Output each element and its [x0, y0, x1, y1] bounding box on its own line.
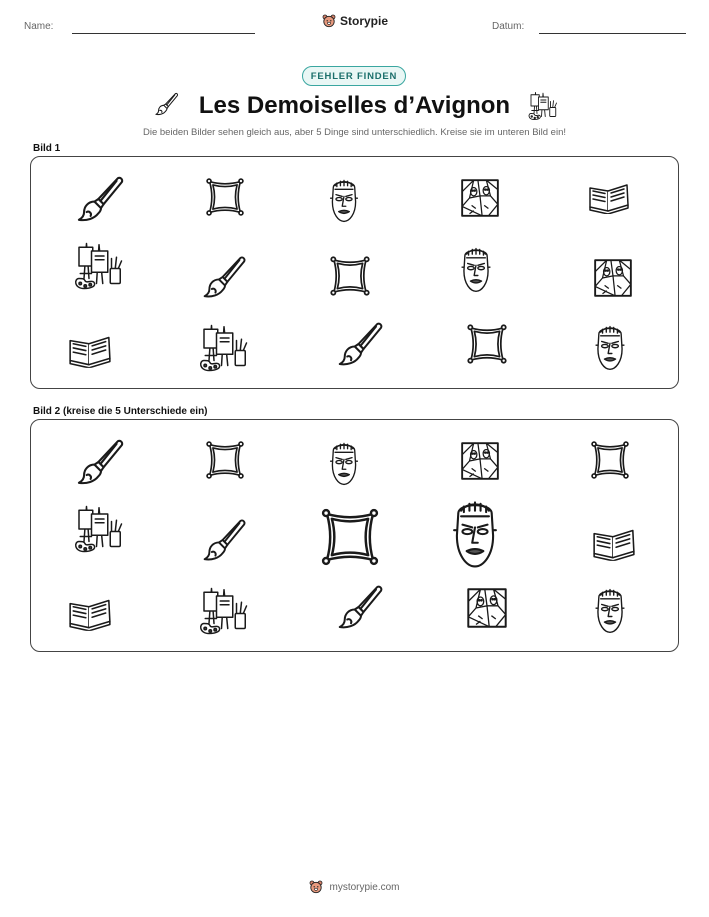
bear-logo-icon [309, 880, 323, 894]
date-input-line[interactable] [539, 33, 686, 34]
brand-logo [322, 14, 388, 28]
panel-2-label: Bild 2 (kreise die 5 Unterschiede ein) [33, 406, 208, 417]
panel-2-cubist-faces-icon[interactable] [465, 586, 509, 630]
title-easel-icon [527, 91, 559, 121]
panel-1-mask-icon[interactable] [457, 243, 495, 295]
panel-1-cubist-faces-icon[interactable] [459, 177, 501, 219]
page-title: Les Demoiselles d’Avignon [198, 92, 511, 119]
panel-2-easel-icon[interactable] [198, 586, 250, 636]
panel-1-frame-icon[interactable] [463, 321, 511, 367]
panel-2-frame-icon[interactable] [202, 438, 248, 482]
panel-2-mask-icon[interactable] [326, 438, 362, 488]
panel-1-paintbrush-icon[interactable] [75, 173, 127, 225]
panel-2-cubist-faces-icon[interactable] [459, 440, 501, 482]
panel-1-mask-icon[interactable] [326, 175, 362, 225]
panel-1-easel-icon[interactable] [73, 241, 125, 291]
footer [0, 880, 709, 894]
instructions: Die beiden Bilder sehen gleich aus, aber 5 Dinge sind unterschiedlich. Kreise sie im unteren Bild ein! [143, 127, 566, 138]
panel-1-paintbrush-icon[interactable] [336, 319, 386, 369]
panel-2-frame-icon[interactable] [587, 438, 633, 482]
panel-2-mask-icon[interactable] [591, 584, 629, 636]
panel-2-paintbrush-icon[interactable] [336, 582, 386, 632]
panel-1-mask-icon[interactable] [591, 321, 629, 373]
panel-1-frame-icon[interactable] [202, 175, 248, 219]
brand-name: Storypie [340, 14, 389, 28]
panel-2-book-icon[interactable] [591, 522, 637, 562]
panel-2-easel-icon[interactable] [73, 504, 125, 554]
bear-logo-icon [322, 14, 336, 28]
footer-url[interactable]: mystorypie.com [329, 881, 400, 893]
panel-2-book-icon[interactable] [67, 592, 113, 632]
panel-2 [30, 419, 679, 652]
panel-2-frame-icon[interactable] [316, 504, 384, 570]
panel-2-mask-icon[interactable] [447, 494, 503, 572]
name-input-line[interactable] [72, 33, 255, 34]
panel-1-paintbrush-icon[interactable] [201, 253, 249, 301]
panel-1-book-icon[interactable] [67, 329, 113, 369]
panel-2-paintbrush-icon[interactable] [201, 516, 249, 564]
panel-1-label: Bild 1 [33, 143, 61, 154]
worksheet-type-badge: FEHLER FINDEN [302, 66, 406, 86]
panel-1-easel-icon[interactable] [198, 323, 250, 373]
panel-2-paintbrush-icon[interactable] [75, 436, 127, 488]
panel-1-frame-icon[interactable] [326, 253, 374, 299]
panel-1-cubist-faces-icon[interactable] [592, 257, 634, 299]
panel-1-book-icon[interactable] [587, 177, 631, 215]
date-label: Datum: [492, 21, 525, 32]
panel-1 [30, 156, 679, 389]
name-label: Name: [24, 21, 54, 32]
